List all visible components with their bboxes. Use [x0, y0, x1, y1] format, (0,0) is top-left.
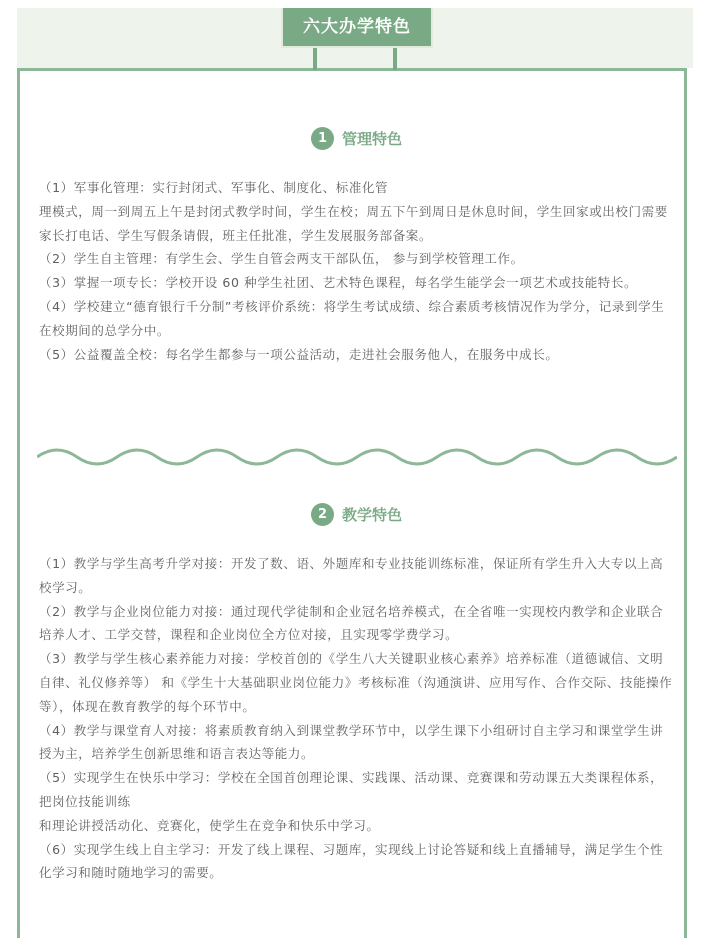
paragraph: （2）教学与企业岗位能力对接：通过现代学徒制和企业冠名培养模式，在全省唯一实现校内教学和企业联合培养人才、工学交替，课程和企业岗位全方位对接，且实现零学费学习。 — [39, 603, 664, 643]
section-heading-teaching — [0, 503, 713, 526]
title-connector-left — [313, 48, 317, 70]
section-body-management — [39, 176, 675, 366]
section-title: 管理特色 — [341, 130, 402, 148]
section-number-badge: 1 — [311, 127, 334, 150]
section-heading-management — [0, 127, 713, 150]
paragraph: 和理论讲授活动化、竞赛化，使学生在竞争和快乐中学习。 — [39, 817, 380, 833]
section-title: 教学特色 — [341, 506, 402, 524]
title-connector-right — [393, 48, 397, 70]
title-banner — [281, 8, 433, 48]
paragraph: （6）实现学生线上自主学习：开发了线上课程、习题库，实现线上讨论答疑和线上直播辅导，满足学生个性化学习和随时随地学习的需要。 — [39, 841, 664, 881]
paragraph: （3）教学与学生核心素养能力对接：学校首创的《学生八大关键职业核心素养》培养标准（道德诚信、文明自律、礼仪修养等） 和《学生十大基础职业岗位能力》考核标准（沟通演讲、应用写作、合作交际、技能操作等），体现在教育教学的每个环节中。 — [39, 651, 673, 714]
paragraph: 理模式，周一到周五上午是封闭式教学时间，学生在校；周五下午到周日是休息时间，学生回家或出校门需要家长打电话、学生写假条请假，班主任批准，学生发展服务部备案。 — [39, 203, 668, 243]
paragraph: （1）军事化管理：实行封闭式、军事化、制度化、标准化管 — [39, 180, 389, 195]
paragraph: （4）学校建立“德育银行千分制”考核评价系统：将学生考试成绩、综合素质考核情况作为学分，记录到学生在校期间的总学分中。 — [39, 298, 665, 338]
wave-divider — [37, 437, 677, 469]
section-number-badge: 2 — [311, 503, 334, 526]
paragraph: （3）掌握一项专长：学校开设 60 种学生社团、艺术特色课程，每名学生能学会一项艺术或技能特长。 — [39, 275, 638, 291]
paragraph: （5）实现学生在快乐中学习：学校在全国首创理论课、实践课、活动课、竞赛课和劳动课五大类课程体系，把岗位技能训练 — [39, 770, 664, 809]
paragraph: （2）学生自主管理：有学生会、学生自管会两支干部队伍， 参与到学校管理工作。 — [39, 251, 524, 267]
section-body-teaching — [39, 552, 675, 885]
page-title: 六大办学特色 — [283, 8, 431, 46]
paragraph: （4）教学与课堂育人对接：将素质教育纳入到课堂教学环节中，以学生课下小组研讨自主学习和课堂学生讲授为主，培养学生创新思维和语言表达等能力。 — [39, 722, 664, 762]
paragraph: （1）教学与学生高考升学对接：开发了数、语、外题库和专业技能训练标准，保证所有学生升入大专以上高校学习。 — [39, 556, 664, 595]
paragraph: （5）公益覆盖全校：每名学生都参与一项公益活动，走进社会服务他人，在服务中成长。 — [39, 346, 559, 362]
